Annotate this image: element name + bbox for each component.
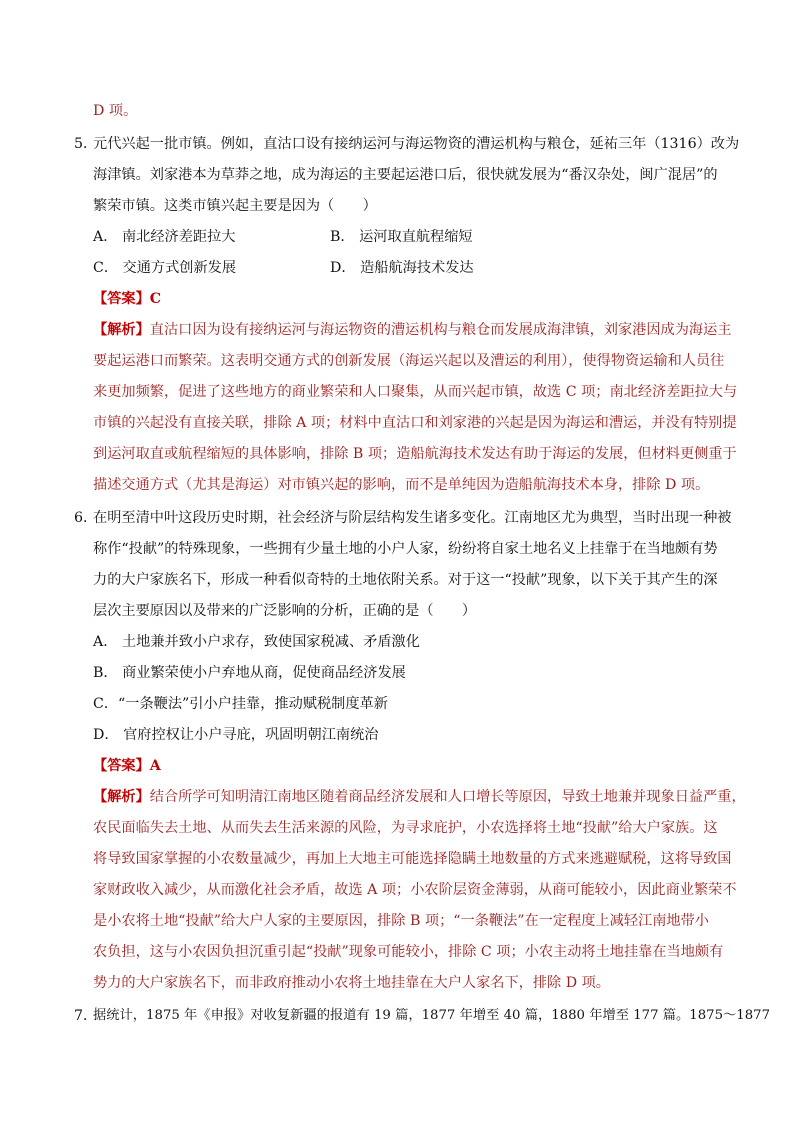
q7-line-1: 据统计，1875 年《申报》对收复新疆的报道有 19 篇，1877 年增至 40 篇，1880 年增至 177 篇。1875～1877 <box>93 1008 771 1023</box>
q5-answer <box>93 289 161 309</box>
q6-line-4: 层次主要原因以及带来的广泛影响的分析，正确的是（ ） <box>93 603 477 619</box>
q6-line-3: 力的大户家族名下，形成一种看似奇特的土地依附关系。对于这一“投献”现象，以下关于其产生的深 <box>93 572 718 588</box>
q5-option-a: A． 南北经济差距拉大 <box>93 229 236 245</box>
q5-analysis-line-2: 要起运港口而繁荣。这表明交通方式的创新发展（海运兴起以及漕运的利用），使得物资运输和人员往 <box>93 353 725 369</box>
q5-line-3: 繁荣市镇。这类市镇兴起主要是因为（ ） <box>93 198 377 214</box>
q6-option-a: A． 土地兼并致小户求存，致使国家税减、矛盾激化 <box>93 634 420 650</box>
q6-analysis-line-7: 势力的大户家族名下，而非政府推动小农将土地挂靠在大户人家名下，排除 D 项。 <box>93 975 610 991</box>
q6-option-c: C．“一条鞭法”引小户挂靠，推动赋税制度革新 <box>93 696 388 712</box>
q5-analysis-line-6: 描述交通方式（尤其是海运）对市镇兴起的影响，而不是单纯因为造船航海技术本身，排除 D 项。 <box>93 477 710 493</box>
q6-answer <box>93 756 161 776</box>
q5-analysis-line-3: 来更加频繁，促进了这些地方的商业繁荣和人口聚集，从而兴起市镇，故选 C 项；南北经济差距拉大与 <box>93 384 738 400</box>
q5-number: 5． <box>74 136 98 152</box>
q6-analysis-line-4: 家财政收入减少，从而激化社会矛盾，故选 A 项；小农阶层资金薄弱，从商可能较小，因此商业繁荣不 <box>93 882 737 898</box>
previous-answer-fragment: D 项。 <box>93 103 138 119</box>
q5-option-d: D． 造船航海技术发达 <box>330 260 474 276</box>
q7-number: 7． <box>74 1008 98 1024</box>
q5-option-c: C． 交通方式创新发展 <box>93 260 237 276</box>
q6-analysis-line-3: 将导致国家掌握的小农数量减少，再加上大地主可能选择隐瞒土地数量的方式来逃避赋税，这将导致国 <box>93 851 732 867</box>
q5-answer-label: 【答案】 <box>93 291 150 307</box>
q6-answer-value: A <box>149 758 161 774</box>
q5-analysis-text-1: 直沽口因为设有接纳运河与海运物资的漕运机构与粮仓而发展成海津镇，刘家港因成为海运主 <box>149 322 732 338</box>
q6-answer-label: 【答案】 <box>93 758 150 774</box>
q5-option-b: B． 运河取直航程缩短 <box>330 229 473 245</box>
q5-analysis-label: 【解析】 <box>93 322 150 338</box>
q5-analysis-line-1 <box>93 320 731 340</box>
q5-answer-value: C <box>149 291 162 307</box>
q5-analysis-line-5: 到运河取直或航程缩短的具体影响，排除 B 项；造船航海技术发达有助于海运的发展，但材料更侧重于 <box>93 446 737 462</box>
q6-option-d: D． 官府控权让小户寻庇，巩固明朝江南统治 <box>93 727 379 743</box>
q6-analysis-line-2: 农民面临失去土地、从而失去生活来源的风险，为寻求庇护，小农选择将土地“投献”给大户家族。这 <box>93 820 718 836</box>
q6-analysis-line-5: 是小农将土地“投献”给大户人家的主要原因，排除 B 项；“一条鞭法”在一定程度上减轻江南地带小 <box>93 913 709 929</box>
q6-option-b: B． 商业繁荣使小户弃地从商，促使商品经济发展 <box>93 665 406 681</box>
q6-analysis-label: 【解析】 <box>93 789 150 805</box>
q6-line-2: 称作“投献”的特殊现象，一些拥有少量土地的小户人家，纷纷将自家土地名义上挂靠于在当地颇有势 <box>93 541 718 557</box>
q5-line-1: 元代兴起一批市镇。例如，直沽口设有接纳运河与海运物资的漕运机构与粮仓，延祐三年（1316）改为 <box>93 136 740 152</box>
q6-line-1: 在明至清中叶这段历史时期，社会经济与阶层结构发生诸多变化。江南地区尤为典型，当时出现一种被 <box>93 510 732 526</box>
q6-number: 6． <box>74 510 98 526</box>
q5-analysis-line-4: 市镇的兴起没有直接关联，排除 A 项；材料中直沽口和刘家港的兴起是因为海运和漕运，并没有特别提 <box>93 415 737 431</box>
q6-analysis-text-1: 结合所学可知明清江南地区随着商品经济发展和人口增长等原因，导致土地兼并现象日益严重， <box>149 789 746 805</box>
q5-line-2: 海津镇。刘家港本为草莽之地，成为海运的主要起运港口后，很快就发展为“番汉杂处，闽广混居”的 <box>93 167 718 183</box>
q6-analysis-line-6: 农负担，这与小农因负担沉重引起“投献”现象可能较小，排除 C 项；小农主动将土地挂靠在当地颇有 <box>93 944 724 960</box>
q6-analysis-line-1 <box>93 787 746 807</box>
